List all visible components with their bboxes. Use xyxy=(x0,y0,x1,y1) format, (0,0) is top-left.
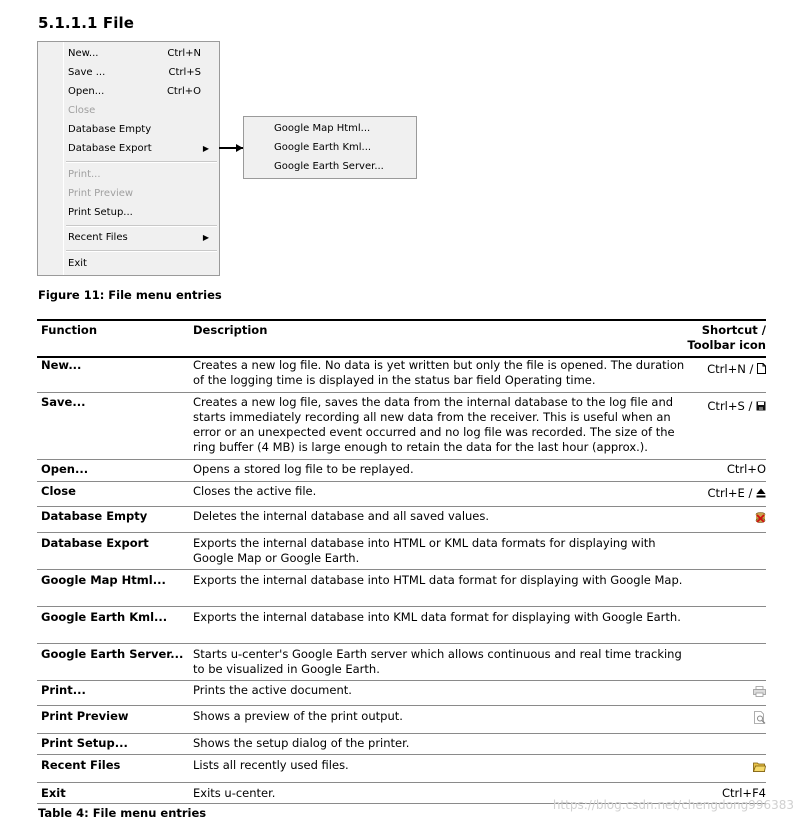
row-divider xyxy=(37,643,766,644)
menu-item-recent-files[interactable] xyxy=(68,230,211,246)
menu-item-label: Print... xyxy=(68,169,101,180)
header-description: Description xyxy=(193,323,268,337)
menu-item-label: Print Setup... xyxy=(68,207,133,218)
menu-item-shortcut: Ctrl+N xyxy=(167,48,201,59)
menu-item-label: New... xyxy=(68,48,99,59)
row-divider xyxy=(37,506,766,507)
row-function: Close xyxy=(41,484,76,498)
submenu-item-google-map-html[interactable]: Google Map Html... xyxy=(274,123,371,134)
row-description: Closes the active file. xyxy=(193,484,317,498)
row-shortcut xyxy=(754,711,766,726)
folder-icon xyxy=(753,761,766,772)
header-shortcut xyxy=(687,323,766,352)
database-export-submenu xyxy=(243,116,417,179)
row-shortcut-text: Ctrl+F4 xyxy=(721,786,766,800)
eject-icon xyxy=(756,488,766,498)
save-icon xyxy=(756,401,766,411)
row-shortcut xyxy=(707,362,766,376)
row-divider xyxy=(37,569,766,570)
menu-item-save[interactable] xyxy=(68,65,211,81)
row-function: Recent Files xyxy=(41,758,121,772)
menu-item-print-setup[interactable] xyxy=(68,205,211,221)
menu-separator xyxy=(66,250,217,252)
menu-item-print xyxy=(68,167,211,183)
menu-item-close xyxy=(68,103,211,119)
row-description: Starts u-center's Google Earth server which allows continuous and real time tracking to be visualized in Google Earth. xyxy=(193,647,682,676)
row-function: Open... xyxy=(41,462,89,476)
row-function: Save... xyxy=(41,395,86,409)
row-function: Database Empty xyxy=(41,509,148,523)
watermark: https://blog.csdn.net/chengdong996383 xyxy=(552,798,794,812)
header-function: Function xyxy=(41,323,98,337)
row-shortcut xyxy=(707,486,766,500)
row-shortcut-text: Ctrl+N / xyxy=(707,362,754,376)
menu-item-shortcut: Ctrl+O xyxy=(166,86,201,97)
row-description: Prints the active document. xyxy=(193,683,352,697)
row-description: Shows the setup dialog of the printer. xyxy=(193,736,410,750)
submenu-arrow-icon: ▶ xyxy=(202,144,209,153)
menu-item-label: Exit xyxy=(68,258,87,269)
row-function: Database Export xyxy=(41,536,149,550)
new-file-icon xyxy=(757,363,766,374)
menu-item-label: Recent Files xyxy=(68,232,128,243)
arrow-right-icon xyxy=(236,144,243,152)
row-function: New... xyxy=(41,358,82,372)
row-shortcut-text: Ctrl+S / xyxy=(707,399,753,413)
menu-item-print-preview xyxy=(68,186,211,202)
row-function: Google Earth Server... xyxy=(41,647,184,661)
row-shortcut xyxy=(727,462,766,476)
menu-separator xyxy=(66,225,217,227)
table-caption: Table 4: File menu entries xyxy=(38,806,207,820)
row-divider xyxy=(37,680,766,681)
table-top-rule xyxy=(37,319,766,321)
menu-item-new[interactable] xyxy=(68,46,211,62)
menu-item-database-export[interactable] xyxy=(68,141,211,157)
row-function: Google Earth Kml... xyxy=(41,610,168,624)
section-heading: 5.1.1.1 File xyxy=(38,14,134,32)
menu-item-label: Close xyxy=(68,105,96,116)
row-divider xyxy=(37,782,766,783)
row-description: Exports the internal database into KML data format for displaying with Google Earth. xyxy=(193,610,681,624)
print-preview-icon xyxy=(754,711,766,724)
menu-separator xyxy=(66,161,217,163)
row-function: Exit xyxy=(41,786,66,800)
row-description: Deletes the internal database and all saved values. xyxy=(193,509,490,523)
menu-item-shortcut: Ctrl+S xyxy=(168,67,201,78)
menu-item-label: Save ... xyxy=(68,67,106,78)
menu-item-label: Open... xyxy=(68,86,105,97)
row-shortcut xyxy=(755,511,766,525)
row-shortcut-text: Ctrl+O xyxy=(726,462,766,476)
row-description: Shows a preview of the print output. xyxy=(193,709,403,723)
menu-gutter xyxy=(38,42,64,275)
row-description: Exports the internal database into HTML data format for displaying with Google Map. xyxy=(193,573,683,587)
menu-item-open[interactable] xyxy=(68,84,211,100)
row-divider xyxy=(37,606,766,607)
menu-item-exit[interactable] xyxy=(68,256,211,272)
row-description: Lists all recently used files. xyxy=(193,758,349,772)
row-function: Print Preview xyxy=(41,709,129,723)
row-divider xyxy=(37,733,766,734)
row-shortcut-text: Ctrl+E / xyxy=(707,486,753,500)
menu-item-database-empty[interactable] xyxy=(68,122,211,138)
header-shortcut-line2: Toolbar icon xyxy=(687,338,766,352)
row-divider xyxy=(37,392,766,393)
row-divider xyxy=(37,532,766,533)
file-menu xyxy=(37,41,220,276)
row-shortcut xyxy=(753,760,766,774)
row-function: Print... xyxy=(41,683,86,697)
row-description: Opens a stored log file to be replayed. xyxy=(193,462,414,476)
row-divider xyxy=(37,705,766,706)
menu-item-label: Database Empty xyxy=(68,124,152,135)
row-description: Exits u-center. xyxy=(193,786,276,800)
row-description: Exports the internal database into HTML or KML data formats for displaying with Google Map or Google Earth. xyxy=(193,536,656,565)
row-function: Print Setup... xyxy=(41,736,128,750)
row-divider xyxy=(37,754,766,755)
menu-item-label: Print Preview xyxy=(68,188,134,199)
header-shortcut-line1: Shortcut / xyxy=(701,323,766,337)
row-divider xyxy=(37,481,766,482)
submenu-item-google-earth-server[interactable]: Google Earth Server... xyxy=(274,161,384,172)
delete-database-icon xyxy=(755,512,766,523)
row-shortcut xyxy=(707,399,766,413)
submenu-item-google-earth-kml[interactable]: Google Earth Kml... xyxy=(274,142,372,153)
row-description: Creates a new log file. No data is yet written but only the file is opened. The duration of the logging time is displayed in the status bar field Operating time. xyxy=(193,358,685,387)
print-icon xyxy=(753,686,766,697)
row-divider xyxy=(37,459,766,460)
row-function: Google Map Html... xyxy=(41,573,166,587)
row-shortcut xyxy=(753,685,766,699)
menu-item-label: Database Export xyxy=(68,143,152,154)
row-description: Creates a new log file, saves the data from the internal database to the log file and starts immediately recording all new data from the receiver. This is useful when an error or an unexpected event occurred and no log file was recorded. The size of the ring buffer (4 MB) is large enough to retain the data for the last hour (approx.). xyxy=(193,395,675,454)
submenu-arrow-icon: ▶ xyxy=(202,233,209,242)
figure-caption: Figure 11: File menu entries xyxy=(38,288,222,302)
